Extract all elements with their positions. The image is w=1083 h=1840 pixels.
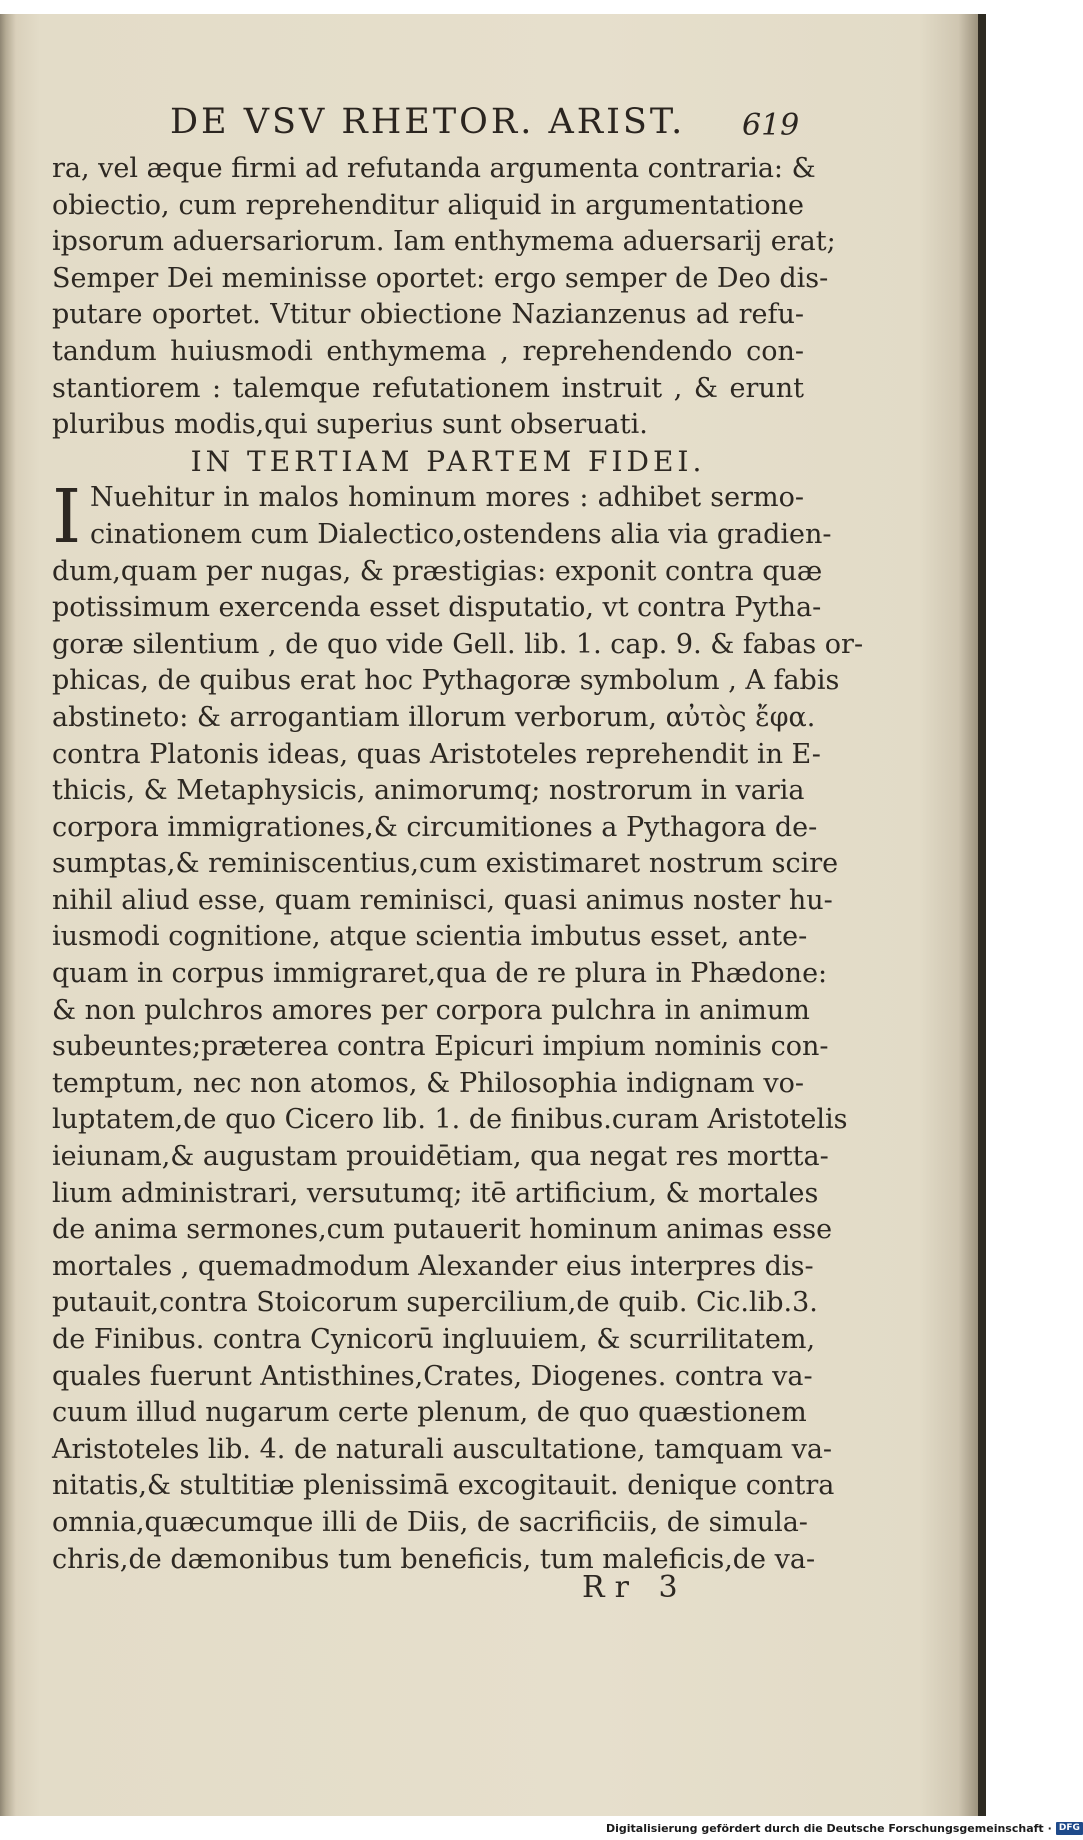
text-line: temptum, nec non atomos, & Philosophia indignam vo- bbox=[52, 1067, 804, 1099]
text-line: tandum huiusmodi enthymema , reprehendendo con- bbox=[52, 335, 804, 367]
text-line: ieiunam,& augustam prouidētiam, qua negat res mortta- bbox=[52, 1141, 829, 1173]
page-number: 619 bbox=[742, 108, 800, 143]
text-line: sumptas,& reminiscentius,cum existimaret nostrum scire bbox=[52, 848, 839, 880]
text-line: abstineto: & arrogantiam illorum verborum, αὐτὸς ἔφα. bbox=[52, 701, 816, 733]
text-line: iusmodi cognitione, atque scientia imbutus esset, ante- bbox=[52, 921, 808, 953]
text-line: goræ silentium , de quo vide Gell. lib. 1. cap. 9. & fabas or- bbox=[52, 628, 864, 660]
text-line: ipsorum aduersariorum. Iam enthymema aduersarij erat; bbox=[52, 226, 836, 258]
text-line: lium administrari, versutumq; itē artificium, & mortales bbox=[52, 1177, 819, 1209]
text-line: Semper Dei meminisse oportet: ergo semper de Deo dis- bbox=[52, 262, 829, 294]
text-line: stantiorem : talemque refutationem instruit , & erunt bbox=[52, 372, 804, 404]
text-line: de Finibus. contra Cynicorū ingluuiem, & scurrilitatem, bbox=[52, 1324, 816, 1355]
dfg-logo: DFG bbox=[1056, 1822, 1083, 1835]
text-line: cuum illud nugarum certe plenum, de quo quæstionem bbox=[52, 1397, 807, 1429]
book-page bbox=[0, 14, 978, 1816]
text-line: thicis, & Metaphysicis, animorumq; nostrorum in varia bbox=[52, 775, 805, 807]
text-line: ra, vel æque firmi ad refutanda argumenta contraria: & bbox=[52, 153, 816, 184]
text-line: cinationem cum Dialectico,ostendens alia via gradien- bbox=[90, 518, 832, 550]
running-head: DE VSV RHETOR. ARIST. bbox=[170, 102, 686, 142]
text-line: contra Platonis ideas, quas Aristoteles reprehendit in E- bbox=[52, 738, 821, 770]
text-line: Aristoteles lib. 4. de naturali auscultatione, tamquam va- bbox=[52, 1433, 833, 1465]
text-line: putauit,contra Stoicorum supercilium,de quib. Cic.lib.3. bbox=[52, 1287, 818, 1319]
text-line: nitatis,& stultitiæ plenissimā excogitauit. denique contra bbox=[52, 1470, 835, 1502]
text-line: phicas, de quibus erat hoc Pythagoræ symbolum , A fabis bbox=[52, 665, 840, 697]
text-line-content: Nuehitur in malos hominum mores : adhibet sermo- bbox=[90, 482, 804, 514]
text-line: chris,de dæmonibus tum beneficis, tum maleficis,de va- bbox=[52, 1543, 816, 1575]
paragraph-before-heading bbox=[52, 151, 836, 444]
text-line: nihil aliud esse, quam reminisci, quasi animus noster hu- bbox=[52, 884, 833, 916]
text-line: subeuntes;præterea contra Epicuri impium nominis con- bbox=[52, 1031, 829, 1063]
text-line: obiectio, cum reprehenditur aliquid in argumentatione bbox=[52, 189, 804, 221]
digitization-credit: Digitalisierung gefördert durch die Deutsche Forschungsgemeinschaft · DFG bbox=[606, 1822, 998, 1835]
text-line: potissimum exercenda esset disputatio, vt contra Pytha- bbox=[52, 592, 822, 624]
text-line: dum,quam per nugas, & præstigias: exponit contra quæ bbox=[52, 555, 823, 587]
text-line: pluribus modis,qui superius sunt obseruati. bbox=[52, 409, 648, 441]
text-line: mortales , quemadmodum Alexander eius interpres dis- bbox=[52, 1250, 814, 1282]
body-text bbox=[52, 151, 864, 1578]
text-line: putare oportet. Vtitur obiectione Nazianzenus ad refu- bbox=[52, 299, 804, 331]
signature-mark: Rr 3 bbox=[582, 1570, 688, 1605]
paragraph-after-heading bbox=[52, 474, 864, 1578]
text-line: de anima sermones,cum putauerit hominum animas esse bbox=[52, 1214, 833, 1246]
text-line: corpora immigrationes,& circumitiones a Pythagora de- bbox=[52, 811, 818, 843]
text-line: omnia,quæcumque illi de Diis, de sacrificiis, de simula- bbox=[52, 1506, 808, 1538]
credit-text: Digitalisierung gefördert durch die Deutsche Forschungsgemeinschaft bbox=[606, 1822, 1044, 1835]
text-line: quales fuerunt Antisthines,Crates, Diogenes. contra va- bbox=[52, 1360, 813, 1392]
text-line: quam in corpus immigraret,qua de re plura in Phædone: bbox=[52, 958, 828, 990]
text-line: luptatem,de quo Cicero lib. 1. de finibus.curam Aristotelis bbox=[52, 1104, 848, 1136]
drop-cap: I bbox=[52, 474, 82, 561]
text-line: & non pulchros amores per corpora pulchra in animum bbox=[52, 994, 810, 1026]
section-heading: IN TERTIAM PARTEM FIDEI. bbox=[190, 444, 706, 478]
